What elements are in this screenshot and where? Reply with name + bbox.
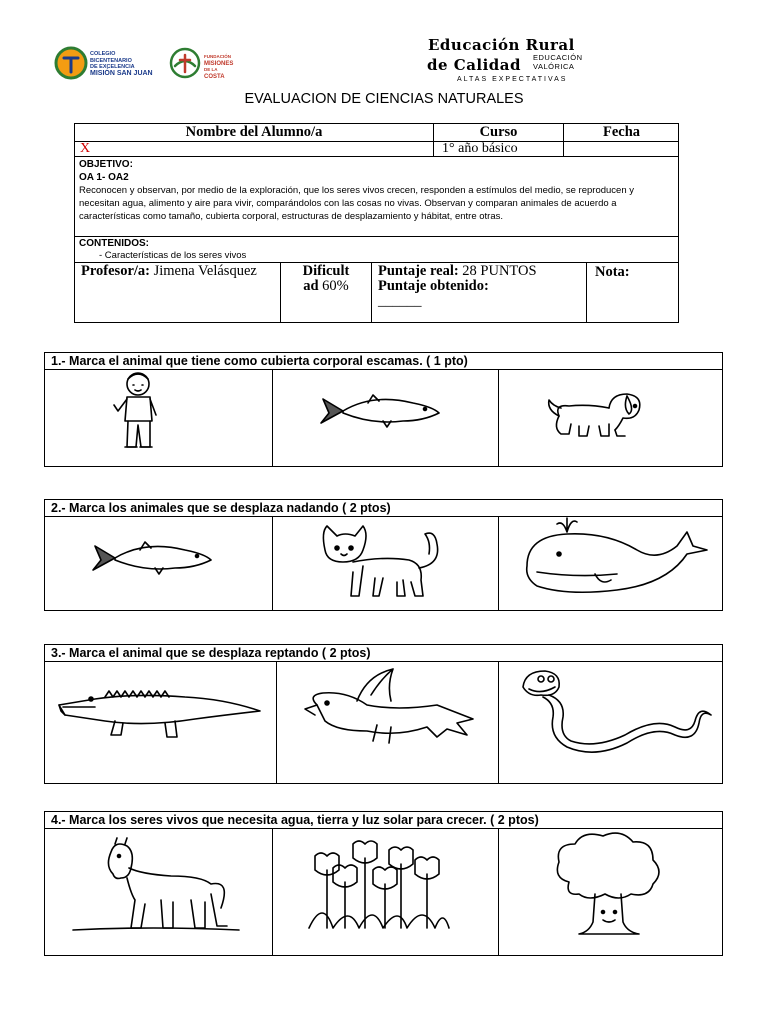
school-emblem-icon [54, 46, 88, 80]
option-whale[interactable] [498, 516, 722, 610]
school-logo [54, 46, 164, 82]
dog-icon [539, 386, 649, 446]
question-3 [44, 644, 723, 784]
date-header: Fecha [563, 124, 679, 141]
score-real-value: 28 PUNTOS [462, 263, 537, 279]
objective-section [75, 156, 678, 236]
page-title: EVALUACION DE CIENCIAS NATURALES [244, 91, 524, 107]
tree-icon [549, 832, 669, 942]
logo2-line-4: COSTA [204, 73, 225, 80]
option-bird[interactable] [276, 661, 498, 783]
logo2-line-3: DE LA [204, 67, 218, 72]
difficulty-value: 60% [322, 278, 349, 294]
contents-label: CONTENIDOS: [79, 238, 149, 249]
score-cell [371, 262, 586, 323]
teacher-cell [75, 262, 280, 323]
date-field[interactable] [563, 141, 679, 156]
cat-icon [313, 520, 463, 600]
question-2 [44, 499, 723, 611]
teacher-value: Jimena Velásquez [153, 263, 257, 279]
difficulty-line-2: ad 60% [303, 278, 349, 294]
student-name-field[interactable]: X [75, 141, 433, 156]
option-fish[interactable] [272, 369, 498, 466]
difficulty-label-1: Dificult [302, 263, 350, 279]
logo2-line-1: FUNDACIÓN [204, 54, 231, 59]
course-header: Curso [433, 124, 563, 141]
option-fish[interactable] [45, 516, 272, 610]
boy-icon [100, 369, 170, 454]
bird-icon [297, 665, 477, 755]
brand-tagline: ALTAS EXPECTATIVAS [457, 76, 568, 83]
option-tulips[interactable] [272, 828, 498, 955]
logo1-line-3: DE EXCELENCIA [90, 64, 135, 70]
brand-side-line-2: VALÓRICA [533, 62, 575, 71]
crocodile-icon [55, 685, 265, 745]
brand-side [533, 53, 583, 71]
grade-cell: Nota: [586, 262, 679, 323]
contents-item: - Características de los seres vivos [99, 250, 247, 261]
score-obtained-field[interactable]: ______ [378, 293, 422, 309]
logo1-line-1: COLEGIO [90, 51, 116, 57]
fish-icon [313, 391, 443, 431]
question-4 [44, 811, 723, 956]
brand-side-line-1: EDUCACIÓN [533, 53, 583, 62]
course-field[interactable]: 1° año básico [433, 141, 563, 156]
option-horse[interactable] [45, 828, 272, 955]
question-4-text: 4.- Marca los seres vivos que necesita agua, tierra y luz solar para crecer. ( 2 ptos) [51, 813, 539, 827]
option-snake[interactable] [498, 661, 722, 783]
foundation-logo [168, 46, 248, 82]
logo1-line-4: MISIÓN SAN JUAN [90, 69, 153, 77]
difficulty-cell [280, 262, 371, 323]
foundation-emblem-icon [168, 46, 202, 80]
objective-label: OBJETIVO: [79, 159, 133, 170]
teacher-label: Profesor/a: [81, 263, 150, 279]
student-name-header: Nombre del Alumno/a [185, 124, 323, 140]
option-dog[interactable] [498, 369, 722, 466]
tulips-icon [303, 838, 453, 938]
option-cat[interactable] [272, 516, 498, 610]
objective-code: OA 1- OA2 [79, 172, 129, 183]
question-1 [44, 352, 723, 467]
logo1-line-2: BICENTENARIO [90, 57, 132, 64]
question-1-text: 1.- Marca el animal que tiene como cubierta corporal escamas. ( 1 pto) [51, 354, 468, 368]
horse-icon [71, 838, 241, 938]
question-2-text: 2.- Marca los animales que se desplaza nadando ( 2 ptos) [51, 501, 391, 515]
option-crocodile[interactable] [45, 661, 276, 783]
objective-text: Reconocen y observan, por medio de la exploración, que los seres vivos crecen, responden a estímulos del medio, se reproducen y necesitan agua, alimento y aire para vivir, comparándolos con las cosas no vivas. Observan y comparan animales de acuerdo a características como tamaño, cubierta corporal, estructuras de desplazamiento y hábitat, entre otras. [79, 185, 635, 222]
whale-icon [517, 516, 707, 596]
option-boy[interactable] [45, 369, 272, 466]
brand-line-1: Educación Rural [428, 36, 575, 54]
fish-icon [85, 538, 215, 578]
score-obtained-label: Puntaje obtenido: [378, 278, 489, 294]
logo2-line-2: MISIONES [204, 60, 234, 67]
contents-section [75, 236, 678, 262]
score-real-row: Puntaje real: 28 PUNTOS [378, 263, 537, 279]
question-3-text: 3.- Marca el animal que se desplaza reptando ( 2 ptos) [51, 646, 371, 660]
brand-line-2: de Calidad [427, 56, 522, 74]
info-table [74, 123, 679, 323]
option-tree[interactable] [498, 828, 722, 955]
snake-icon [515, 665, 725, 755]
brand-block [425, 36, 615, 88]
